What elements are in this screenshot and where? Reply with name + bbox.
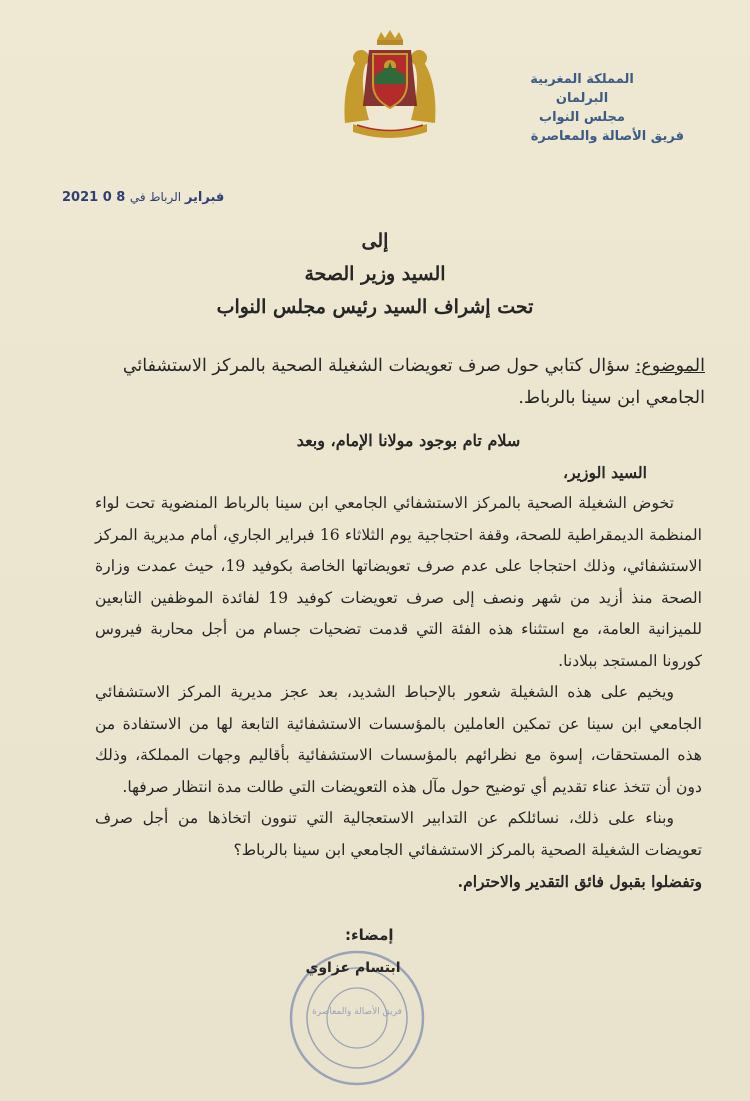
date-line <box>62 190 224 205</box>
letter-body <box>95 425 702 898</box>
subject-line <box>70 350 705 414</box>
addressee-to: إلى <box>361 230 389 252</box>
addressee-supervision: تحت إشراف السيد رئيس مجلس النواب <box>216 296 534 318</box>
greeting: سلام تام بوجود مولانا الإمام، وبعد <box>296 431 521 450</box>
paragraph-3: وبناء على ذلك، نسائلكم عن التدابير الاستعجالية التي تنوون اتخاذها من أجل صرف تعويضات الشغيلة الصحية بالمركز الاستشفائي الجامعي ابن سينا بالرباط؟ <box>95 809 702 859</box>
date-stamp: 2021 0 8 فبراير <box>62 190 225 205</box>
signature-label: إمضاء: <box>345 926 394 944</box>
coat-of-arms-icon <box>335 28 445 138</box>
letterhead-parliament: البرلمان <box>555 91 609 106</box>
letterhead <box>462 70 702 146</box>
paragraph-2: ويخيم على هذه الشغيلة شعور بالإحباط الشديد، بعد عجز مديرية المركز الاستشفائي الجامعي ابن سينا عن تمكين العاملين بالمؤسسات الاستشفائية التابعة لها من الاستفادة من هذه المستحقات، إسوة مع نظرائهم بالمؤسسات الاستشفائية بأقاليم وجهات المملكة، وذلك دون أن تتخذ عناء تقديم أي توضيح حول مآل هذه التعويضات التي طالت مدة انتظار صرفها. <box>95 683 702 796</box>
letterhead-group: فريق الأصالة والمعاصرة <box>530 129 684 144</box>
letterhead-house: مجلس النواب <box>539 110 625 125</box>
paragraph-1: تخوض الشغيلة الصحية بالمركز الاستشفائي الجامعي ابن سينا بالرباط المنضوية تحت لواء المنظمة الديمقراطية للصحة، وقفة احتجاجية يوم الثلاثاء 16 فبراير الجاري، أمام مديرية المركز الاستشفائي، وذلك احتجاجا على عدم صرف تعويضاتها الخاصة بكوفيد 19، حيث عمدت وزارة الصحة منذ أزيد من شهر ونصف إلى صرف تعويضات كوفيد 19 لفائدة الموظفين التابعين للميزانية العامة، مع استثناء هذه الفئة التي قدمت تضحيات جسام من أجل محاربة فيروس كورونا المستجد ببلادنا. <box>95 494 703 670</box>
date-prefix: الرباط في <box>129 190 182 204</box>
letterhead-kingdom: المملكة المغربية <box>530 72 634 87</box>
signer-name: ابتسام عزاوي <box>305 960 401 976</box>
seal-text: فريق الأصالة والمعاصرة <box>312 1007 402 1017</box>
closing-line: وتفضلوا بقبول فائق التقدير والاحترام. <box>457 872 702 891</box>
subject-text: سؤال كتابي حول صرف تعويضات الشغيلة الصحية بالمركز الاستشفائي الجامعي ابن سينا بالرباط. <box>122 356 705 408</box>
salutation: السيد الوزير، <box>563 462 647 482</box>
subject-label: الموضوع: <box>635 356 705 376</box>
addressee-block <box>0 225 750 324</box>
addressee-minister: السيد وزير الصحة <box>304 263 446 285</box>
